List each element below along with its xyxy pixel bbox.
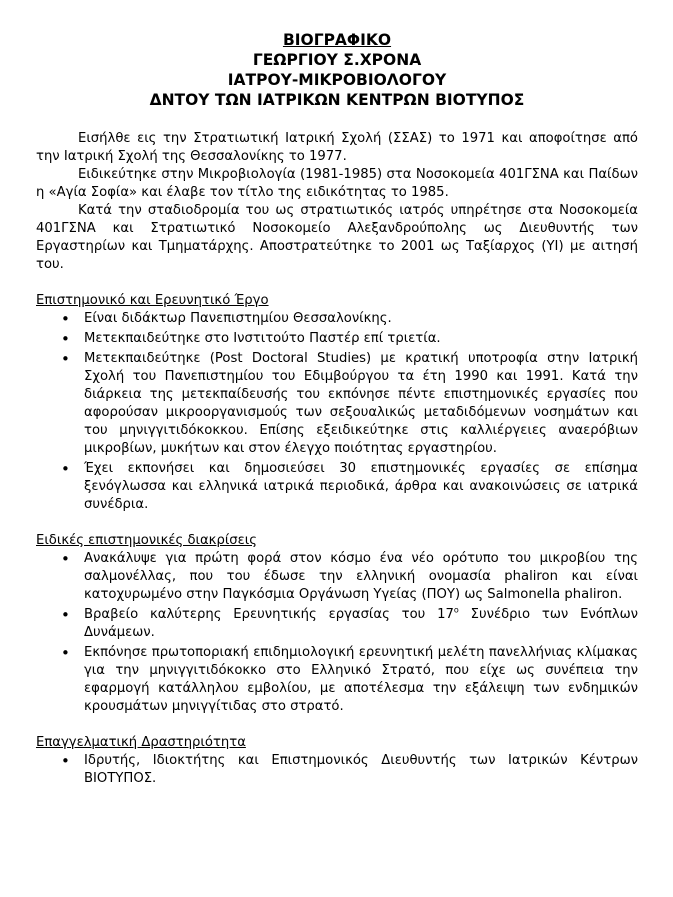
cv-header bbox=[36, 30, 638, 110]
list-item: • Ανακάλυψε για πρώτη φορά στον κόσμο ένα νέο ορότυπο του μικροβίου της σαλμονέλλας, που του έδωσε την ελληνική ονομασία phaliron και είναι κατοχυρωμένο στην Παγκόσμια Οργάνωση Υγείας (ΠΟΥ) ως Salmonella phaliron. bbox=[84, 550, 638, 604]
professional-section bbox=[36, 734, 638, 788]
professional-list bbox=[36, 752, 638, 788]
list-item: • Είναι διδάκτωρ Πανεπιστημίου Θεσσαλονίκης. bbox=[84, 310, 638, 328]
ordinal-superscript: ο bbox=[453, 605, 459, 615]
distinctions-list bbox=[36, 550, 638, 716]
list-item bbox=[84, 606, 638, 642]
award-text: Βραβείο καλύτερης Ερευνητικής εργασίας του 17 bbox=[84, 607, 454, 622]
section-title: Επιστημονικό και Ερευνητικό Έργο bbox=[36, 293, 269, 308]
award-text-end: Συνέδριο των Ενόπλων Δυνάμεων. bbox=[84, 607, 638, 640]
list-item: • Μετεκπαιδεύτηκε (Post Doctoral Studies) με κρατική υποτροφία στην Ιατρική Σχολή του Πανεπιστημίου του Εδιμβούργου τα έτη 1990 και 1991. Κατά την διάρκεια της μετεκπαίδευσής του εκπόνησε πέντε επιστημονικές εργασίες που αφορούσαν μικροοργανισμούς των σεξουαλικώς μεταδιδόμενων νοσημάτων και του μηνιγγιτιδόκοκκου. Επίσης εξειδικεύτηκε στις καλλιέργειες αναερόβιων μικροβίων, μυκήτων και στον έλεγχο ποιότητας εργαστηρίου. bbox=[84, 350, 638, 458]
section-title: Ειδικές επιστημονικές διακρίσεις bbox=[36, 533, 257, 548]
research-section bbox=[36, 292, 638, 514]
document-title: ΒΙΟΓΡΑΦΙΚΟ bbox=[282, 31, 392, 49]
intro-section bbox=[36, 130, 638, 274]
research-list bbox=[36, 310, 638, 514]
intro-paragraph: Εισήλθε εις την Στρατιωτική Ιατρική Σχολή (ΣΣΑΣ) το 1971 και αποφοίτησε από την Ιατρική Σχολή της Θεσσαλονίκης το 1977. bbox=[36, 131, 638, 164]
position-title: ΔΝΤΟΥ ΤΩΝ ΙΑΤΡΙΚΩΝ ΚΕΝΤΡΩΝ ΒΙΟΤΥΠΟΣ bbox=[149, 91, 525, 109]
intro-paragraph: Κατά την σταδιοδρομία του ως στρατιωτικός ιατρός υπηρέτησε στα Νοσοκομεία 401ΓΣΝΑ και Στρατιωτικό Νοσοκομείο Αλεξανδρούπολης ως Διευθυντής των Εργαστηρίων και Τμηματάρχης. Αποστρατεύτηκε το 2001 ως Ταξίαρχος (ΥΙ) με αιτησή του. bbox=[36, 203, 638, 272]
person-name: ΓΕΩΡΓΙΟΥ Σ.ΧΡΟΝΑ bbox=[252, 51, 422, 69]
distinctions-section bbox=[36, 532, 638, 716]
list-item: • Ιδρυτής, Ιδιοκτήτης και Επιστημονικός Διευθυντής των Ιατρικών Κέντρων ΒΙΟΤΥΠΟΣ. bbox=[84, 752, 638, 788]
list-item: • Έχει εκπονήσει και δημοσιεύσει 30 επιστημονικές εργασίες σε επίσημα ξενόγλωσσα και ελληνικά ιατρικά περιοδικά, άρθρα και ανακοινώσεις σε ιατρικά συνέδρια. bbox=[84, 460, 638, 514]
section-title: Επαγγελματική Δραστηριότητα bbox=[36, 735, 246, 750]
profession: ΙΑΤΡΟΥ-ΜΙΚΡΟΒΙΟΛΟΓΟΥ bbox=[227, 71, 447, 89]
list-item: • Εκπόνησε πρωτοποριακή επιδημιολογική ερευνητική μελέτη πανελλήνιας κλίμακας για την μηνιγγιτιδόκοκκο στο Ελληνικό Στρατό, που είχε ως συνέπεια την εφαρμογή κατάλληλου εμβολίου, με αποτέλεσμα την εξάλειψη των ενδημικών κρουσμάτων μηνιγγίτιδας στο στρατό. bbox=[84, 644, 638, 716]
list-item: • Μετεκπαιδεύτηκε στο Ινστιτούτο Παστέρ επί τριετία. bbox=[84, 330, 638, 348]
intro-paragraph: Ειδικεύτηκε στην Μικροβιολογία (1981-1985) στα Νοσοκομεία 401ΓΣΝΑ και Παίδων η «Αγία Σοφία» και έλαβε τον τίτλο της ειδικότητας το 1985. bbox=[36, 167, 638, 200]
cv-document bbox=[36, 30, 638, 790]
